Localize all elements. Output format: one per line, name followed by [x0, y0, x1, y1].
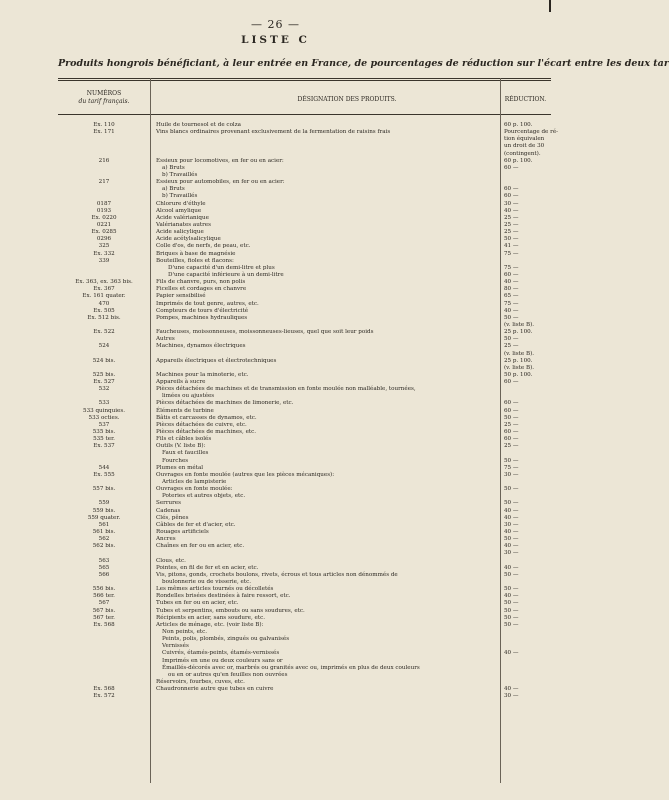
- tariff-number: 0193: [96, 207, 112, 214]
- tariff-number: Ex. 527: [93, 379, 115, 386]
- table-row: [58, 479, 551, 486]
- table-row: [58, 500, 551, 507]
- product-designation: Chaînes en fer ou en acier, etc.: [156, 543, 245, 550]
- reduction-value: 40 —: [504, 564, 519, 571]
- table-row: [58, 358, 551, 365]
- reduction-value: 65 —: [504, 293, 519, 300]
- product-designation: Imprimés en une ou deux couleurs sans or: [162, 657, 283, 664]
- tariff-number: 217: [98, 179, 110, 186]
- product-designation: Faucheuses, moissonneuses, moissonneuses-lieuses, quel que soit leur poids: [156, 329, 374, 336]
- reduction-value: 60 p. 100.: [504, 122, 533, 128]
- product-designation: boulonnerie ou de visserie, etc.: [162, 579, 251, 585]
- reduction-value: 50 —: [504, 621, 519, 628]
- product-designation: Pièces détachées de machines et de transmission en fonte moulée non malléable, tournées,: [156, 386, 416, 393]
- table-row: [58, 643, 551, 650]
- reduction-value: 60 —: [504, 400, 519, 407]
- table-row: [58, 272, 551, 279]
- reduction-value: 40 —: [504, 514, 519, 521]
- header-bottom-rule: [58, 114, 551, 115]
- product-designation: Vis, pitons, gonds, crochets boulons, rivets, écrous et tous articles non dénommés de: [156, 571, 398, 578]
- product-designation: Clés, pênes: [156, 514, 189, 521]
- table-row: [58, 522, 551, 529]
- product-designation: Récipients en acier, sans soudure, etc.: [156, 614, 265, 621]
- product-designation: ou en or autres qu'en feuilles non ouvrées: [168, 671, 288, 678]
- table-row: [58, 600, 551, 607]
- table-row: [58, 650, 551, 657]
- reduction-value: 50 —: [504, 571, 519, 578]
- table-row: [58, 151, 551, 158]
- tariff-number: 562 bis.: [92, 543, 116, 550]
- product-designation: Ancres: [156, 536, 176, 543]
- product-designation: a) Bruts: [162, 186, 185, 193]
- reduction-value: 60 —: [504, 436, 519, 443]
- table-row: [58, 622, 551, 629]
- tariff-number: 562: [98, 536, 110, 543]
- table-row: [58, 579, 551, 586]
- tariff-number: 532: [98, 386, 110, 393]
- reduction-value: 40 —: [504, 507, 519, 514]
- product-designation: Vins blancs ordinaires provenant exclusivement de la fermentation de raisins frais: [156, 129, 391, 136]
- reduction-value: (v. liste B).: [504, 350, 535, 357]
- reduction-value: 30 —: [504, 200, 519, 207]
- product-designation: Acide valérianique: [156, 214, 209, 221]
- table-row: [58, 222, 551, 229]
- list-title: LISTE C: [241, 34, 310, 46]
- product-designation: Cadenas: [156, 507, 181, 514]
- reduction-value: 75 —: [504, 264, 519, 271]
- table-row: [58, 593, 551, 600]
- table-row: [58, 322, 551, 329]
- product-designation: Machines, dynamos électriques: [156, 343, 246, 350]
- table-row: [58, 172, 551, 179]
- table-row: [58, 515, 551, 522]
- tariff-number: Ex. 522: [93, 329, 115, 336]
- product-designation: Peints, polis, plombés, zingués ou galvanisés: [162, 636, 290, 643]
- reduction-value: 25 p. 100.: [504, 329, 533, 336]
- product-designation: Serrures: [156, 500, 181, 507]
- reduction-value: 41 —: [504, 243, 519, 250]
- tariff-number: 561: [98, 521, 110, 528]
- product-designation: limées ou ajustées: [162, 393, 215, 400]
- reduction-value: 50 —: [504, 536, 519, 543]
- tariff-number: Ex. 363, ex. 363 bis.: [75, 279, 133, 286]
- reduction-value: Pourcentage de ré-: [504, 129, 559, 136]
- table-row: [58, 586, 551, 593]
- table-row: [58, 215, 551, 222]
- tariff-number: Ex. 171: [93, 129, 115, 136]
- table-row: [58, 450, 551, 457]
- table-row: [58, 679, 551, 686]
- tariff-number: 0296: [96, 236, 112, 243]
- reduction-value: 25 —: [504, 443, 519, 450]
- table-row: [58, 165, 551, 172]
- product-designation: Imprimés de tout genre, autres, etc.: [156, 300, 259, 307]
- table-top-rule-2: [58, 80, 551, 81]
- tariff-number: 565: [98, 564, 110, 571]
- product-designation: Compteurs de tours d'électricité: [156, 307, 249, 314]
- table-row: [58, 193, 551, 200]
- reduction-value: 30 —: [504, 471, 519, 478]
- reduction-value: 25 —: [504, 214, 519, 221]
- list-subtitle: Produits hongrois bénéficiant, à leur entrée en France, de pourcentages de réduction sur l'écart entre les deux tar: [58, 58, 669, 69]
- reduction-value: 40 —: [504, 543, 519, 550]
- tariff-number: 525 bis.: [92, 371, 116, 378]
- product-designation: Machines pour la minoterie, etc.: [156, 371, 249, 378]
- table-row: [58, 408, 551, 415]
- product-designation: Non peints, etc.: [162, 628, 208, 635]
- tariff-number: 556 bis.: [92, 586, 116, 593]
- table-row: [58, 422, 551, 429]
- table-row: [58, 329, 551, 336]
- table-row: [58, 293, 551, 300]
- table-row: [58, 393, 551, 400]
- col-header-numeros-line1: NUMÉROS: [86, 90, 122, 97]
- product-designation: Appareils à sucre: [156, 379, 206, 386]
- product-designation: Fourches: [162, 457, 189, 464]
- col-header-numeros-line2: du tarif français.: [78, 98, 130, 105]
- tariff-number: 524: [98, 343, 110, 350]
- product-designation: Articles de lampisterie: [162, 479, 227, 486]
- tariff-number: 533 octies.: [88, 414, 120, 421]
- table-row: [58, 536, 551, 543]
- reduction-value: 50 —: [504, 614, 519, 621]
- table-body: [58, 122, 559, 700]
- tariff-number: 567: [98, 600, 110, 607]
- col-header-reduction: RÉDUCTION.: [504, 96, 547, 103]
- tariff-number: 566: [98, 571, 110, 578]
- product-designation: Bâtis et carcasses de dynamos, etc.: [156, 414, 257, 421]
- product-designation: Réservoirs, fourbes, cuves, etc.: [156, 678, 245, 685]
- tariff-number: 533 quinquies.: [83, 407, 125, 414]
- product-designation: Cuivrés, étamés-peints, étamés-vernissés: [162, 650, 280, 657]
- tariff-number: Ex. 505: [93, 307, 115, 314]
- reduction-value: 50 p. 100.: [504, 371, 533, 378]
- reduction-value: 75 —: [504, 250, 519, 257]
- product-designation: b) Travaillés: [162, 193, 198, 200]
- table-row: [58, 436, 551, 443]
- tariff-number: 559 bis.: [92, 507, 116, 514]
- page-edge-mark: [549, 0, 551, 12]
- reduction-value: 60 —: [504, 429, 519, 436]
- reduction-value: 60 —: [504, 193, 519, 200]
- tariff-number: Ex. 555: [93, 471, 115, 478]
- reduction-value: 75 —: [504, 300, 519, 307]
- table-row: [58, 365, 551, 372]
- tariff-number: 524 bis.: [92, 357, 116, 364]
- product-designation: Les mêmes articles tournés ou décolletés: [156, 586, 274, 593]
- table-row: [58, 251, 551, 258]
- product-designation: Valérianates autres: [156, 221, 211, 228]
- tariff-number: Ex. 0220: [91, 214, 117, 221]
- reduction-value: 50 —: [504, 500, 519, 507]
- product-designation: Papier sensibilisé: [156, 293, 206, 300]
- table-row: [58, 129, 559, 136]
- product-designation: b) Travaillés: [162, 171, 198, 178]
- col-header-designation: DÉSIGNATION DES PRODUITS.: [297, 96, 397, 103]
- product-designation: Éléments de turbine: [156, 407, 214, 414]
- product-designation: Clous, etc.: [156, 557, 186, 564]
- reduction-value: tion équivalen: [504, 136, 545, 143]
- table-row: [58, 265, 551, 272]
- product-designation: Pointes, en fil de fer et en acier, etc.: [156, 564, 259, 571]
- table-row: [58, 465, 551, 472]
- product-designation: Tubes en fer ou en acier, etc.: [156, 600, 239, 607]
- col-header-numeros: [58, 90, 150, 106]
- product-designation: Faux et faucilles: [162, 450, 209, 457]
- table-row: [58, 236, 551, 243]
- table-row: [58, 665, 551, 672]
- table-row: [58, 429, 551, 436]
- tariff-number: 470: [98, 300, 110, 307]
- tariff-number: Ex. 537: [93, 443, 115, 450]
- table-row: [58, 136, 551, 143]
- tariff-number: Ex. 568: [93, 621, 115, 628]
- product-designation: Ficelles et cordages en chanvre: [156, 286, 247, 293]
- tariff-number: 535 ter.: [93, 436, 115, 443]
- tariff-number: Ex. 367: [93, 286, 115, 293]
- table-row: [58, 258, 551, 265]
- reduction-value: 30 —: [504, 693, 519, 700]
- product-designation: Acide salicylique: [156, 229, 204, 236]
- reduction-value: (v. liste B).: [504, 364, 535, 371]
- table-row: [58, 308, 551, 315]
- product-designation: Acide acétylsalicylique: [156, 236, 221, 243]
- reduction-value: 25 —: [504, 421, 519, 428]
- table-row: [58, 186, 551, 193]
- reduction-value: 25 —: [504, 343, 519, 350]
- tariff-number: 533: [98, 400, 110, 407]
- table-row: [58, 608, 551, 615]
- table-row: [58, 443, 551, 450]
- product-designation: a) Bruts: [162, 164, 185, 171]
- table-row: [58, 400, 551, 407]
- tariff-number: 325: [98, 243, 110, 250]
- table-row: [58, 336, 551, 343]
- tariff-number: 0187: [96, 200, 112, 207]
- table-row: [58, 243, 551, 250]
- reduction-value: 60 —: [504, 186, 519, 193]
- reduction-value: 40 —: [504, 593, 519, 600]
- reduction-value: 40 —: [504, 650, 519, 657]
- product-designation: Articles de ménage, etc. (voir liste B):: [156, 621, 264, 628]
- tariff-number: 567 ter.: [93, 614, 115, 621]
- table-row: [58, 372, 551, 379]
- reduction-value: 25 p. 100.: [504, 357, 533, 364]
- reduction-value: 50 —: [504, 486, 519, 493]
- product-designation: Essieux pour automobiles, en fer ou en acier:: [156, 179, 285, 186]
- product-designation: Bouteilles, fioles et flacons:: [156, 257, 234, 264]
- table-row: [58, 386, 551, 393]
- product-designation: Autres: [156, 336, 175, 343]
- product-designation: Pompes, machines hydrauliques: [156, 314, 248, 321]
- product-designation: Tubes et serpentins, embouts ou sans soudures, etc.: [156, 607, 305, 614]
- reduction-value: 80 —: [504, 286, 519, 293]
- table-row: [58, 286, 551, 293]
- reduction-value: 60 —: [504, 379, 519, 386]
- table-row: [58, 279, 551, 286]
- product-designation: Fils et câbles isolés: [156, 436, 212, 443]
- tariff-number: 563: [98, 557, 110, 564]
- table-top-rule: [58, 78, 551, 79]
- tariff-number: Ex. 568: [93, 686, 115, 693]
- tariff-number: Ex. 110: [93, 122, 115, 128]
- table-row: [58, 493, 551, 500]
- tariff-number: Ex. 332: [93, 250, 115, 257]
- tariff-number: 559: [98, 500, 110, 507]
- table-row: [58, 122, 551, 129]
- tariff-number: 566 ter.: [93, 593, 115, 600]
- page-number: — 26 —: [251, 18, 300, 31]
- reduction-value: 75 —: [504, 464, 519, 471]
- product-designation: D'une capacité inférieure à un demi-litre: [168, 271, 284, 278]
- reduction-value: (contingent).: [504, 150, 541, 157]
- tariff-number: 544: [98, 464, 110, 471]
- table-row: [58, 636, 551, 643]
- tariff-number: 216: [98, 157, 110, 164]
- table-row: [58, 615, 551, 622]
- table-row: [58, 486, 551, 493]
- product-designation: Chaudronnerie autre que tubes en cuivre: [156, 686, 274, 693]
- reduction-value: 25 —: [504, 229, 519, 236]
- table-row: [58, 229, 551, 236]
- product-designation: Briques à base de magnésie: [156, 250, 236, 257]
- reduction-value: 40 —: [504, 307, 519, 314]
- reduction-value: 50 —: [504, 314, 519, 321]
- reduction-value: un droit de 30: [504, 143, 545, 150]
- product-designation: Rondelles brisées destinées à faire ressort, etc.: [156, 593, 291, 600]
- table-row: [58, 179, 551, 186]
- product-designation: Colle d'os, de nerfs, de peau, etc.: [156, 243, 251, 250]
- table-row: [58, 572, 551, 579]
- reduction-value: 60 —: [504, 407, 519, 414]
- table-row: [58, 529, 551, 536]
- table-row: [58, 658, 551, 665]
- tariff-number: Ex. 512 bis.: [87, 314, 121, 321]
- product-designation: Vernissés: [162, 643, 189, 650]
- product-designation: Ouvrages en fonte moulée:: [156, 486, 233, 493]
- reduction-value: 40 —: [504, 686, 519, 693]
- reduction-value: 25 —: [504, 221, 519, 228]
- reduction-value: 50 —: [504, 414, 519, 421]
- reduction-value: 30 —: [504, 521, 519, 528]
- table-row: [58, 343, 551, 350]
- table-row: [58, 686, 551, 693]
- reduction-value: 50 —: [504, 600, 519, 607]
- product-designation: Alcool amylique: [156, 207, 202, 214]
- table-row: [58, 315, 551, 322]
- product-designation: Pièces détachées de machines de limonerie, etc.: [156, 400, 294, 407]
- tariff-number: Ex. 161 quater.: [82, 293, 126, 300]
- product-designation: Rouages artificiels: [156, 529, 209, 536]
- tariff-number: 559 quater.: [87, 514, 121, 521]
- product-designation: Plumes en métal: [156, 464, 204, 471]
- product-designation: Ouvrages en fonte moulée (autres que les pièces mécaniques):: [156, 471, 335, 478]
- reduction-value: 40 —: [504, 207, 519, 214]
- reduction-value: 50 —: [504, 236, 519, 243]
- product-designation: Essieux pour locomotives, en fer ou en acier:: [156, 157, 284, 164]
- table-row: [58, 508, 551, 515]
- tariff-number: 339: [98, 257, 110, 264]
- table-row: [58, 565, 551, 572]
- reduction-value: 60 p. 100.: [504, 157, 533, 164]
- reduction-value: 50 —: [504, 586, 519, 593]
- tariff-number: 535 bis.: [92, 429, 116, 436]
- table-row: [58, 351, 551, 358]
- table-row: [58, 158, 551, 165]
- tariff-number: Ex. 572: [93, 693, 115, 700]
- table-row: [58, 415, 551, 422]
- product-designation: Émaillés-décorés avec or, marbrés ou granités avec ou, imprimés en plus de deux couleurs: [162, 664, 420, 671]
- table-row: [58, 301, 551, 308]
- product-designation: Huile de tournesol et de colza: [156, 122, 242, 128]
- product-designation: Poteries et autres objets, etc.: [162, 493, 246, 500]
- tariff-number: Ex. 0285: [91, 229, 117, 236]
- reduction-value: 60 —: [504, 271, 519, 278]
- reduction-value: 50 —: [504, 607, 519, 614]
- table-row: [58, 558, 551, 565]
- product-designation: Pièces détachées de machines, etc.: [156, 429, 257, 436]
- table-row: [58, 143, 551, 150]
- table-row: [58, 672, 551, 679]
- reduction-value: 50 —: [504, 336, 519, 343]
- reduction-value: 60 —: [504, 164, 519, 171]
- table-row: [58, 208, 551, 215]
- table-row: [58, 458, 551, 465]
- table-row: [58, 629, 551, 636]
- table-row: [58, 693, 551, 700]
- product-designation: Câbles de fer et d'acier, etc.: [156, 521, 236, 528]
- reduction-value: 50 —: [504, 457, 519, 464]
- tariff-number: 567 bis.: [92, 607, 116, 614]
- product-designation: Appareils électriques et électrotechniques: [156, 357, 277, 364]
- tariff-number: 561 bis.: [92, 529, 116, 536]
- reduction-value: 40 —: [504, 529, 519, 536]
- tariff-number: 0221: [96, 221, 112, 228]
- product-designation: Fils de chanvre, purs, non polis: [156, 279, 246, 286]
- product-designation: Chlorure d'éthyle: [156, 200, 206, 207]
- tariff-number: 557 bis.: [92, 486, 116, 493]
- product-designation: Pièces détachées de cuivre, etc.: [156, 421, 247, 428]
- reduction-value: 30 —: [504, 550, 519, 557]
- reduction-value: 40 —: [504, 279, 519, 286]
- tariff-number: 537: [98, 421, 110, 428]
- table-row: [58, 201, 551, 208]
- table-row: [58, 550, 551, 557]
- table-row: [58, 543, 551, 550]
- product-designation: D'une capacité d'un demi-litre et plus: [168, 264, 275, 271]
- table-row: [58, 472, 551, 479]
- reduction-value: (v. liste B).: [504, 321, 535, 328]
- product-designation: Outils (V. liste B):: [156, 443, 206, 450]
